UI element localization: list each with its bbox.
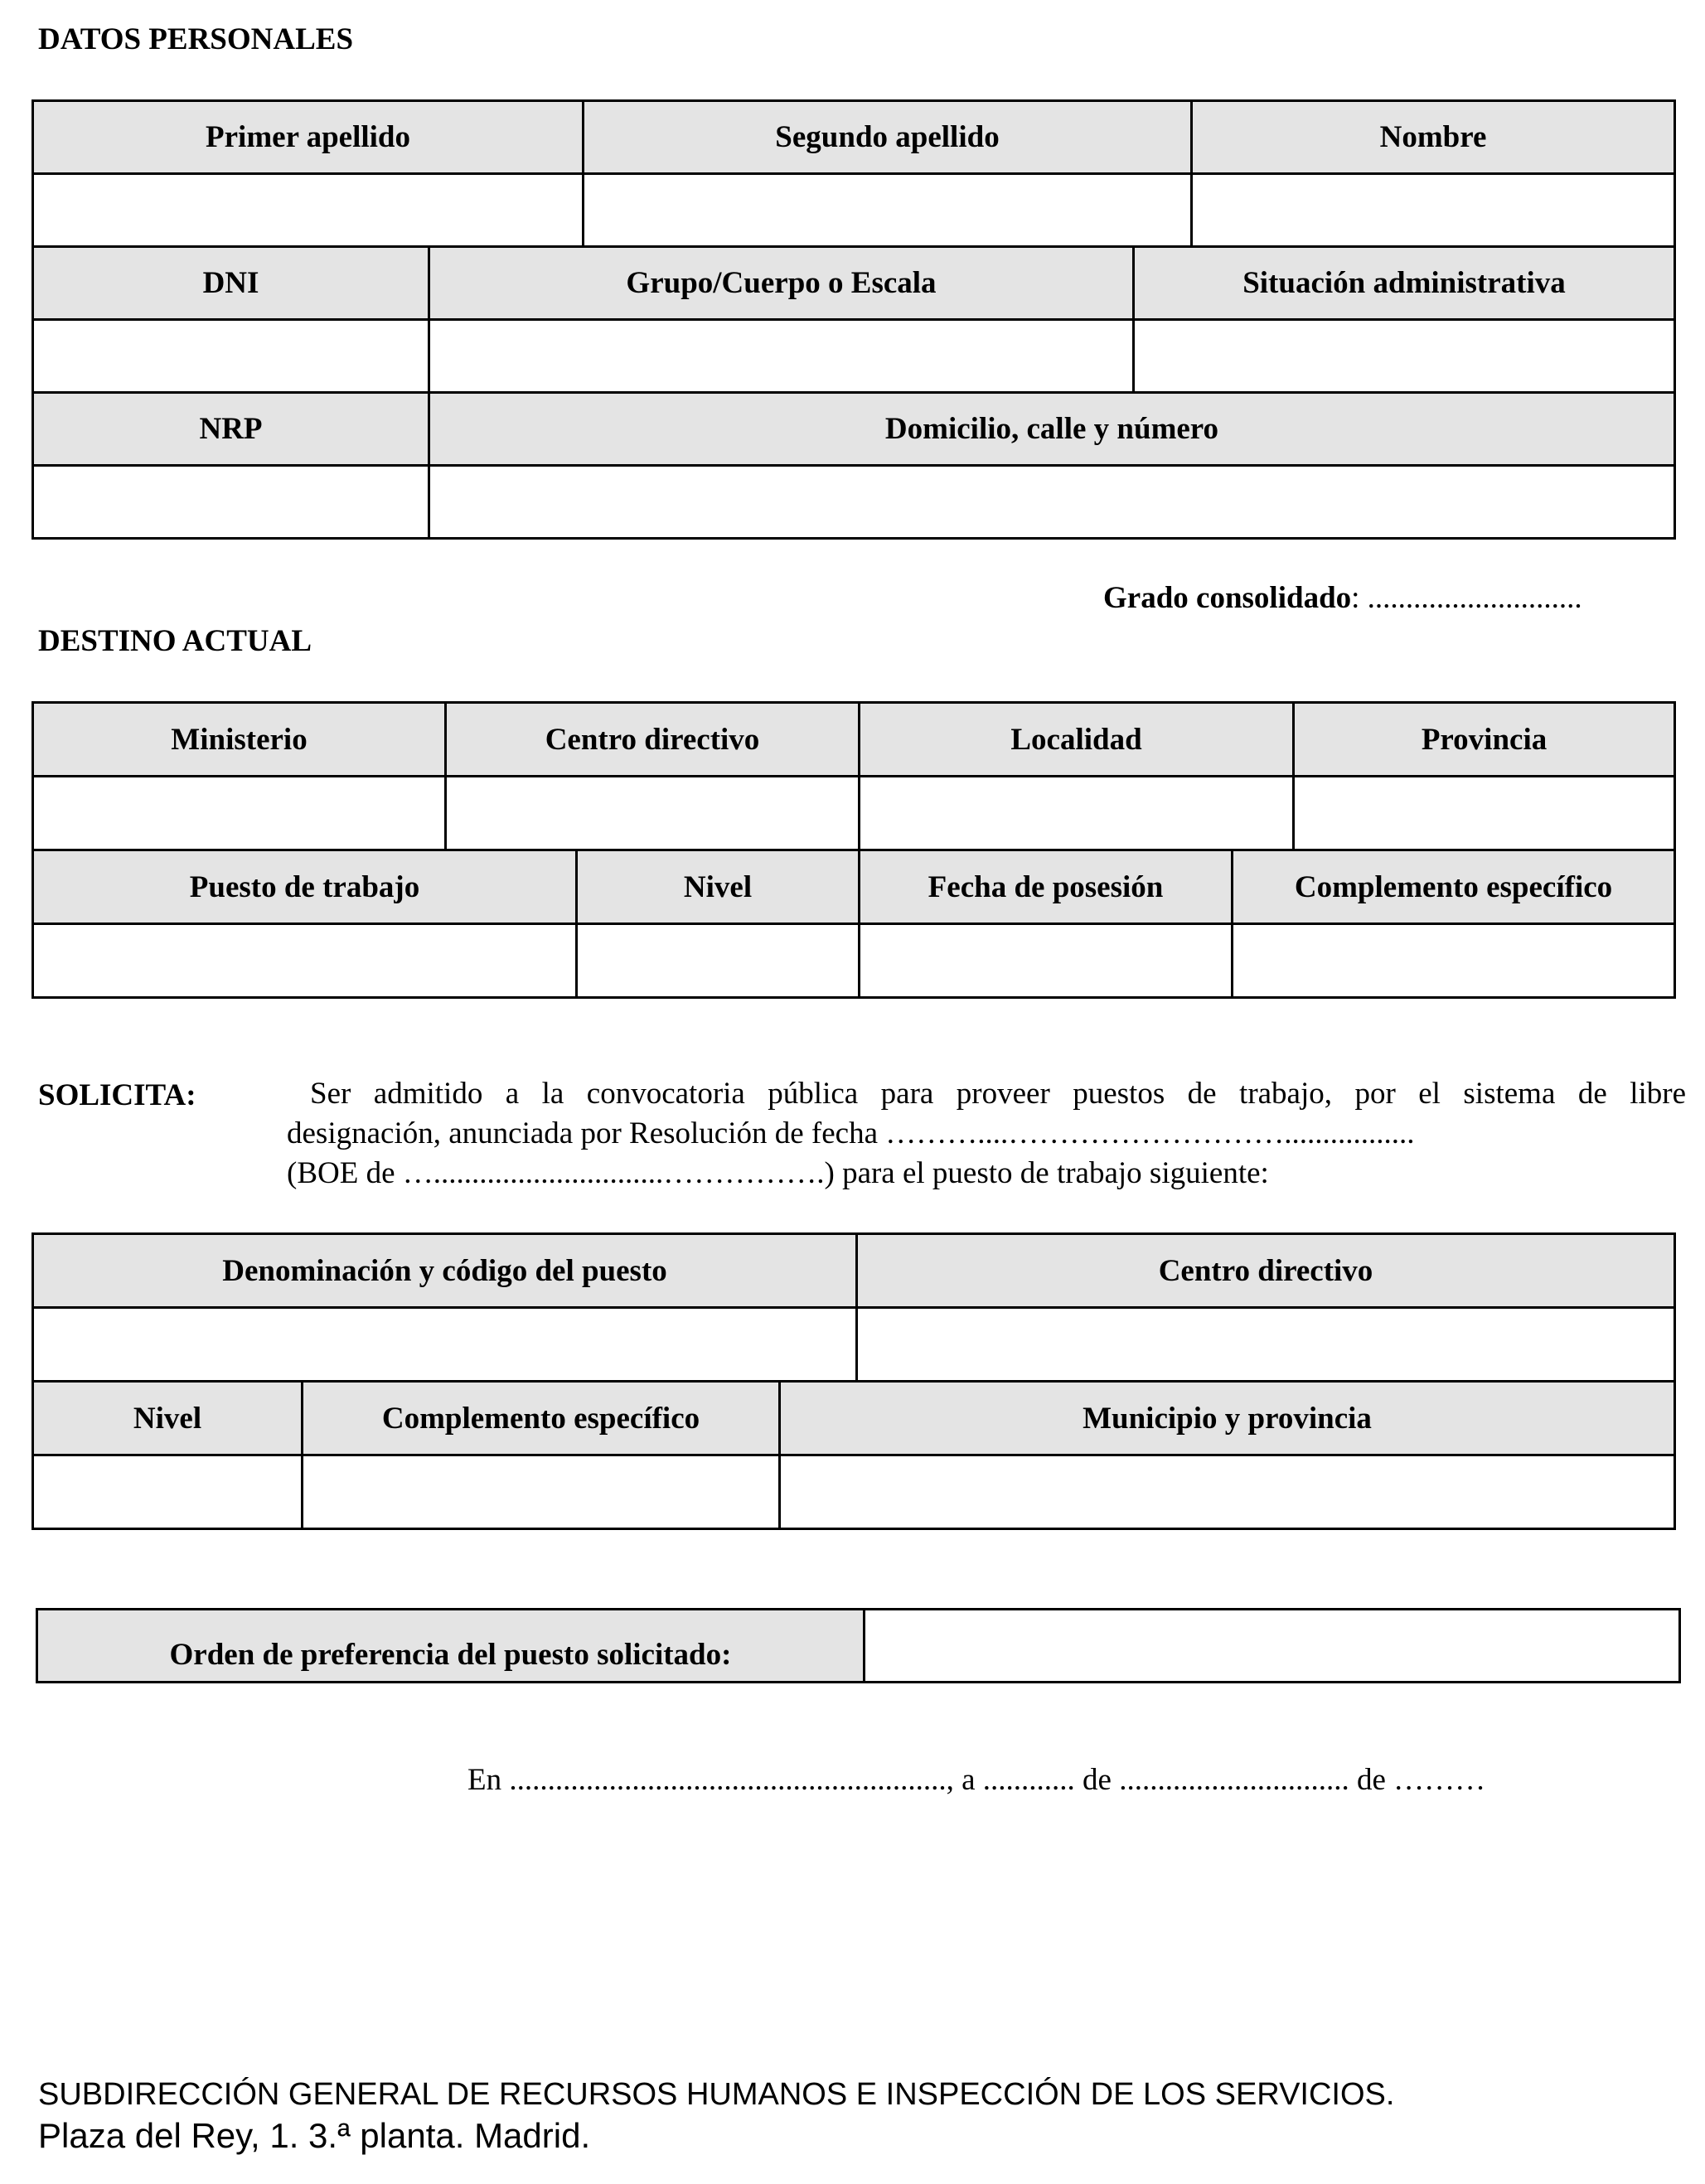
header-fecha-de-posesion: Fecha de posesión bbox=[860, 850, 1233, 924]
header-nivel-puesto: Nivel bbox=[33, 1382, 303, 1455]
field-centro-directivo-puesto[interactable] bbox=[857, 1308, 1675, 1382]
header-municipio-provincia: Municipio y provincia bbox=[780, 1382, 1675, 1455]
header-centro-directivo-puesto: Centro directivo bbox=[857, 1234, 1675, 1308]
field-complemento-especifico-puesto[interactable] bbox=[303, 1455, 780, 1529]
field-fecha-de-posesion[interactable] bbox=[860, 924, 1233, 998]
header-dni: DNI bbox=[33, 247, 429, 320]
header-localidad: Localidad bbox=[860, 703, 1294, 777]
header-provincia: Provincia bbox=[1294, 703, 1675, 777]
field-nivel-puesto[interactable] bbox=[33, 1455, 303, 1529]
destino-actual-table bbox=[31, 701, 1676, 999]
header-primer-apellido: Primer apellido bbox=[33, 101, 584, 174]
solicita-line-1-text: Ser admitido a la convocatoria pública para proveer puestos de trabajo, por el sistema de libre bbox=[310, 1077, 1686, 1111]
field-nivel[interactable] bbox=[577, 924, 860, 998]
field-centro-directivo[interactable] bbox=[446, 777, 860, 850]
grado-consolidado-blank[interactable]: : ............................ bbox=[1351, 581, 1582, 615]
field-municipio-provincia[interactable] bbox=[780, 1455, 1675, 1529]
datos-personales-table bbox=[31, 99, 1676, 540]
field-dni[interactable] bbox=[33, 320, 429, 393]
solicita-line-2: designación, anunciada por Resolución de fecha ………....………………………................. bbox=[287, 1116, 1415, 1150]
footer-line-2: Plaza del Rey, 1. 3.ª planta. Madrid. bbox=[38, 2116, 591, 2155]
header-situacion-administrativa: Situación administrativa bbox=[1134, 247, 1675, 320]
field-primer-apellido[interactable] bbox=[33, 174, 584, 247]
grado-consolidado-label: Grado consolidado bbox=[1103, 581, 1352, 615]
orden-preferencia-table bbox=[36, 1608, 1681, 1683]
header-domicilio: Domicilio, calle y número bbox=[429, 393, 1675, 466]
header-centro-directivo: Centro directivo bbox=[446, 703, 860, 777]
grado-consolidado-line bbox=[1103, 580, 1582, 616]
field-complemento-especifico[interactable] bbox=[1233, 924, 1675, 998]
field-puesto-de-trabajo[interactable] bbox=[33, 924, 577, 998]
section-title-destino-actual: DESTINO ACTUAL bbox=[38, 624, 312, 658]
lugar-fecha-line[interactable]: En ........................................................., a ............ de .............................. de ……… bbox=[467, 1763, 1486, 1797]
header-nombre: Nombre bbox=[1192, 101, 1675, 174]
header-puesto-de-trabajo: Puesto de trabajo bbox=[33, 850, 577, 924]
field-segundo-apellido[interactable] bbox=[584, 174, 1192, 247]
field-ministerio[interactable] bbox=[33, 777, 446, 850]
field-nombre[interactable] bbox=[1192, 174, 1675, 247]
header-nivel: Nivel bbox=[577, 850, 860, 924]
field-grupo-cuerpo-escala[interactable] bbox=[429, 320, 1134, 393]
field-situacion-administrativa[interactable] bbox=[1134, 320, 1675, 393]
field-denominacion-codigo[interactable] bbox=[33, 1308, 857, 1382]
footer-line-1: SUBDIRECCIÓN GENERAL DE RECURSOS HUMANOS E INSPECCIÓN DE LOS SERVICIOS. bbox=[38, 2077, 1395, 2112]
solicita-line-3: (BOE de …..............................…………….) para el puesto de trabajo siguiente: bbox=[287, 1156, 1269, 1190]
header-nrp: NRP bbox=[33, 393, 429, 466]
header-ministerio: Ministerio bbox=[33, 703, 446, 777]
header-grupo-cuerpo-escala: Grupo/Cuerpo o Escala bbox=[429, 247, 1134, 320]
field-orden-preferencia[interactable] bbox=[865, 1610, 1680, 1683]
field-nrp[interactable] bbox=[33, 466, 429, 539]
header-complemento-especifico-puesto: Complemento específico bbox=[303, 1382, 780, 1455]
solicita-label: SOLICITA: bbox=[38, 1078, 196, 1112]
solicita-line-1 bbox=[287, 1076, 1686, 1111]
field-domicilio[interactable] bbox=[429, 466, 1675, 539]
field-localidad[interactable] bbox=[860, 777, 1294, 850]
header-complemento-especifico: Complemento específico bbox=[1233, 850, 1675, 924]
orden-preferencia-label: Orden de preferencia del puesto solicitado: bbox=[37, 1610, 865, 1683]
field-provincia[interactable] bbox=[1294, 777, 1675, 850]
puesto-solicitado-table bbox=[31, 1232, 1676, 1530]
header-segundo-apellido: Segundo apellido bbox=[584, 101, 1192, 174]
section-title-datos-personales: DATOS PERSONALES bbox=[38, 22, 354, 56]
header-denominacion-codigo: Denominación y código del puesto bbox=[33, 1234, 857, 1308]
